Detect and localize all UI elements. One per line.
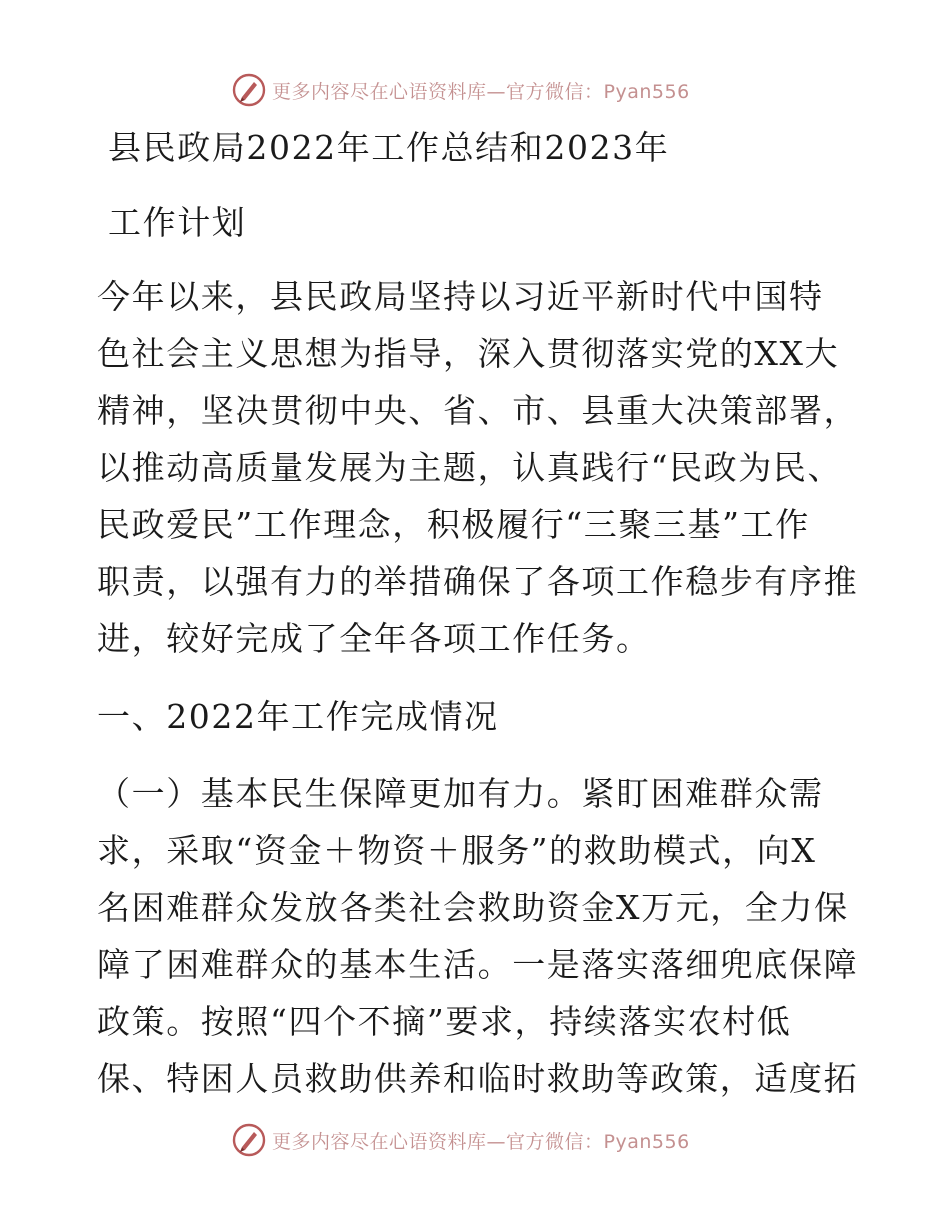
watermark-header — [232, 72, 690, 108]
pen-seal-icon — [232, 1123, 266, 1157]
body-line: （一）基本民生保障更加有力。紧盯困难群众需 — [97, 774, 824, 813]
document-title-line-2: 工作计划 — [108, 203, 247, 242]
body-line: 进，较好完成了全年各项工作任务。 — [97, 619, 651, 658]
body-line: 职责，以强有力的举措确保了各项工作稳步有序推 — [97, 562, 859, 601]
watermark-text: 更多内容尽在心语资料库—官方微信：Pyan556 — [272, 80, 690, 103]
body-line: 今年以来，县民政局坚持以习近平新时代中国特 — [97, 277, 824, 316]
pen-seal-icon — [232, 73, 266, 107]
body-line: 色社会主义思想为指导，深入贯彻落实党的XX大 — [97, 334, 840, 373]
watermark-text: 更多内容尽在心语资料库—官方微信：Pyan556 — [272, 1130, 690, 1153]
body-line: 求，采取“资金＋物资＋服务”的救助模式，向X — [97, 831, 817, 870]
section-heading: 一、2022年工作完成情况 — [97, 697, 499, 736]
body-line: 以推动高质量发展为主题，认真践行“民政为民、 — [97, 448, 843, 487]
body-line: 保、特困人员救助供养和临时救助等政策，适度拓 — [97, 1059, 859, 1098]
body-line: 民政爱民”工作理念，积极履行“三聚三基”工作 — [97, 505, 810, 544]
body-line: 名困难群众发放各类社会救助资金X万元，全力保 — [97, 888, 849, 927]
body-line: 障了困难群众的基本生活。一是落实落细兜底保障 — [97, 945, 859, 984]
body-line: 精神，坚决贯彻中央、省、市、县重大决策部署， — [97, 391, 859, 430]
watermark-footer — [232, 1122, 690, 1158]
body-line: 政策。按照“四个不摘”要求，持续落实农村低 — [97, 1002, 792, 1041]
document-title-line-1: 县民政局2022年工作总结和2023年 — [108, 128, 670, 167]
